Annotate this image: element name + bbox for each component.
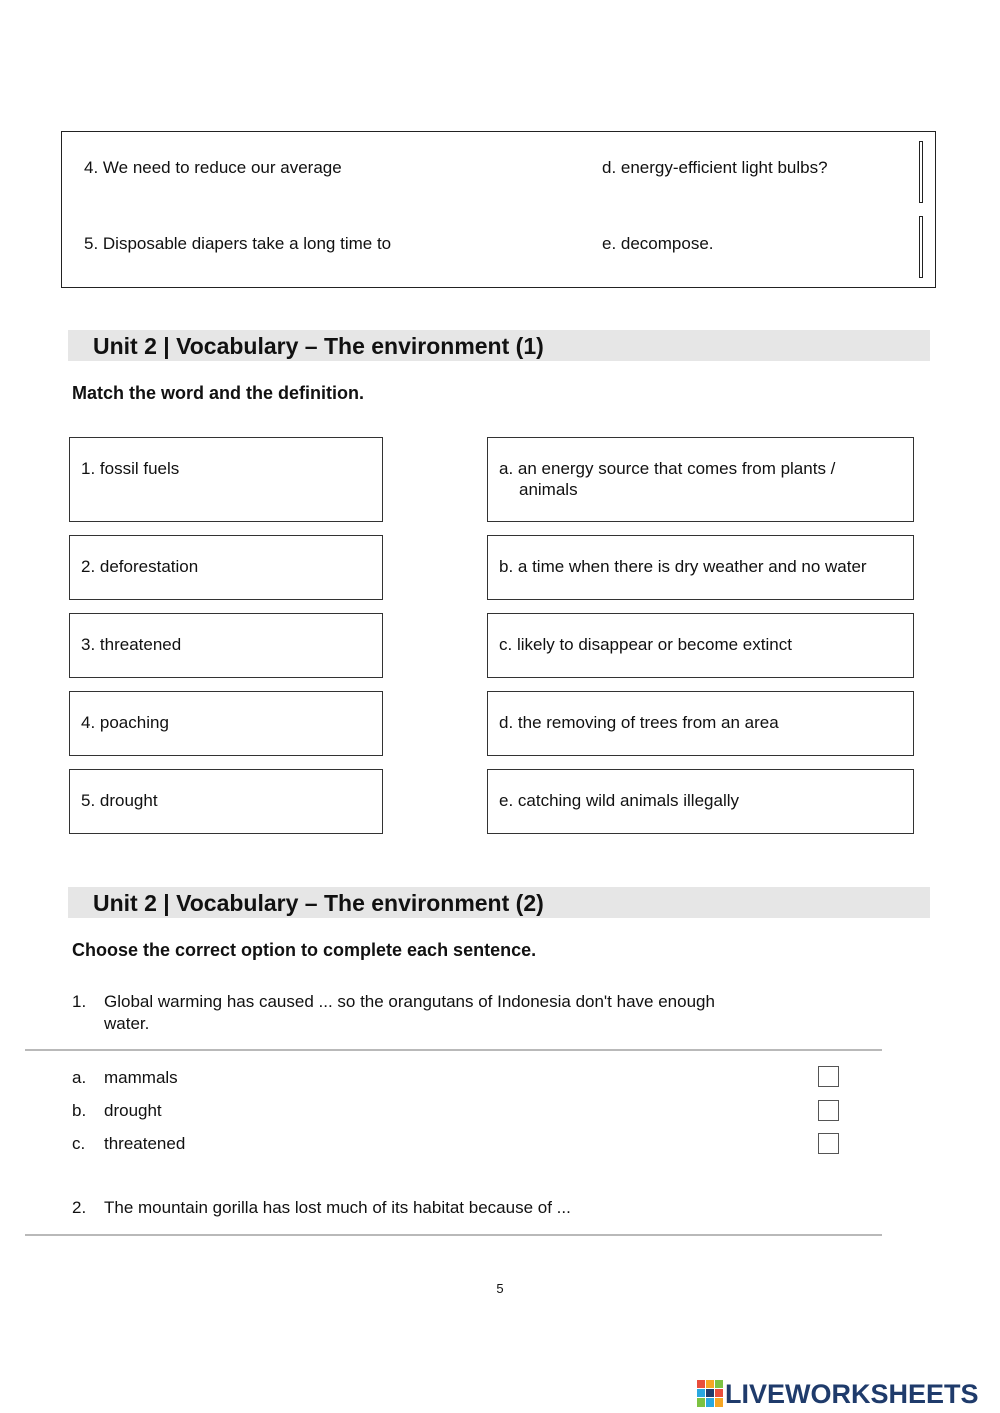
sentence-end-d: d. energy-efficient light bulbs? bbox=[602, 158, 828, 177]
drop-target-slot[interactable] bbox=[919, 216, 923, 278]
definition-line: c. likely to disappear or become extinct bbox=[499, 635, 792, 654]
section-header-vocabulary-2 bbox=[68, 887, 930, 918]
word-box-poaching[interactable] bbox=[69, 691, 383, 756]
definition-box-d[interactable] bbox=[487, 691, 914, 756]
sentence-end-e: e. decompose. bbox=[602, 234, 714, 253]
definition-box-c[interactable] bbox=[487, 613, 914, 678]
definition-box-e[interactable] bbox=[487, 769, 914, 834]
word-label: 5. drought bbox=[81, 791, 158, 810]
word-label: 2. deforestation bbox=[81, 557, 199, 576]
question-1-text-cont: water. bbox=[104, 1014, 150, 1033]
option-c-checkbox[interactable] bbox=[818, 1133, 839, 1154]
sentence-start-4: 4. We need to reduce our average bbox=[84, 158, 342, 177]
divider-line bbox=[25, 1234, 882, 1236]
word-label: 4. poaching bbox=[81, 713, 169, 732]
instruction-match: Match the word and the definition. bbox=[72, 383, 364, 403]
definition-box-a[interactable] bbox=[487, 437, 914, 522]
option-a-checkbox[interactable] bbox=[818, 1066, 839, 1087]
section-header-vocabulary-1 bbox=[68, 330, 930, 361]
definition-box-b[interactable] bbox=[487, 535, 914, 600]
definition-line: a. an energy source that comes from plants / bbox=[499, 459, 836, 478]
section-title: Unit 2 | Vocabulary – The environment (1) bbox=[93, 333, 544, 359]
option-text-threatened: threatened bbox=[104, 1134, 186, 1153]
definition-line: b. a time when there is dry weather and no water bbox=[499, 557, 867, 576]
definition-line: d. the removing of trees from an area bbox=[499, 713, 779, 732]
option-text-mammals: mammals bbox=[104, 1068, 178, 1087]
question-2-text: The mountain gorilla has lost much of its habitat because of ... bbox=[104, 1198, 571, 1217]
drop-target-slot[interactable] bbox=[919, 141, 923, 203]
word-box-fossil-fuels[interactable] bbox=[69, 437, 383, 522]
option-b-checkbox[interactable] bbox=[818, 1100, 839, 1121]
sentence-start-5: 5. Disposable diapers take a long time to bbox=[84, 234, 392, 253]
logo-text: LIVEWORKSHEETS bbox=[725, 1379, 979, 1409]
divider-line bbox=[25, 1049, 882, 1051]
page-number: 5 bbox=[496, 1281, 504, 1296]
definition-line: e. catching wild animals illegally bbox=[499, 791, 740, 810]
option-letter-a: a. bbox=[72, 1068, 87, 1087]
liveworksheets-logo-icon bbox=[697, 1380, 723, 1407]
option-text-drought: drought bbox=[104, 1101, 162, 1120]
word-box-threatened[interactable] bbox=[69, 613, 383, 678]
word-label: 3. threatened bbox=[81, 635, 182, 654]
word-box-drought[interactable] bbox=[69, 769, 383, 834]
option-letter-c: c. bbox=[72, 1134, 86, 1153]
option-letter-b: b. bbox=[72, 1101, 87, 1120]
question-number: 2. bbox=[72, 1198, 87, 1217]
word-label: 1. fossil fuels bbox=[81, 459, 180, 478]
section-title: Unit 2 | Vocabulary – The environment (2) bbox=[93, 890, 544, 916]
definition-line: animals bbox=[519, 480, 578, 499]
question-number: 1. bbox=[72, 992, 87, 1011]
matching-table-top bbox=[61, 131, 936, 288]
question-1-text: Global warming has caused ... so the orangutans of Indonesia don't have enough bbox=[104, 992, 715, 1011]
instruction-choose: Choose the correct option to complete each sentence. bbox=[72, 940, 537, 960]
word-box-deforestation[interactable] bbox=[69, 535, 383, 600]
